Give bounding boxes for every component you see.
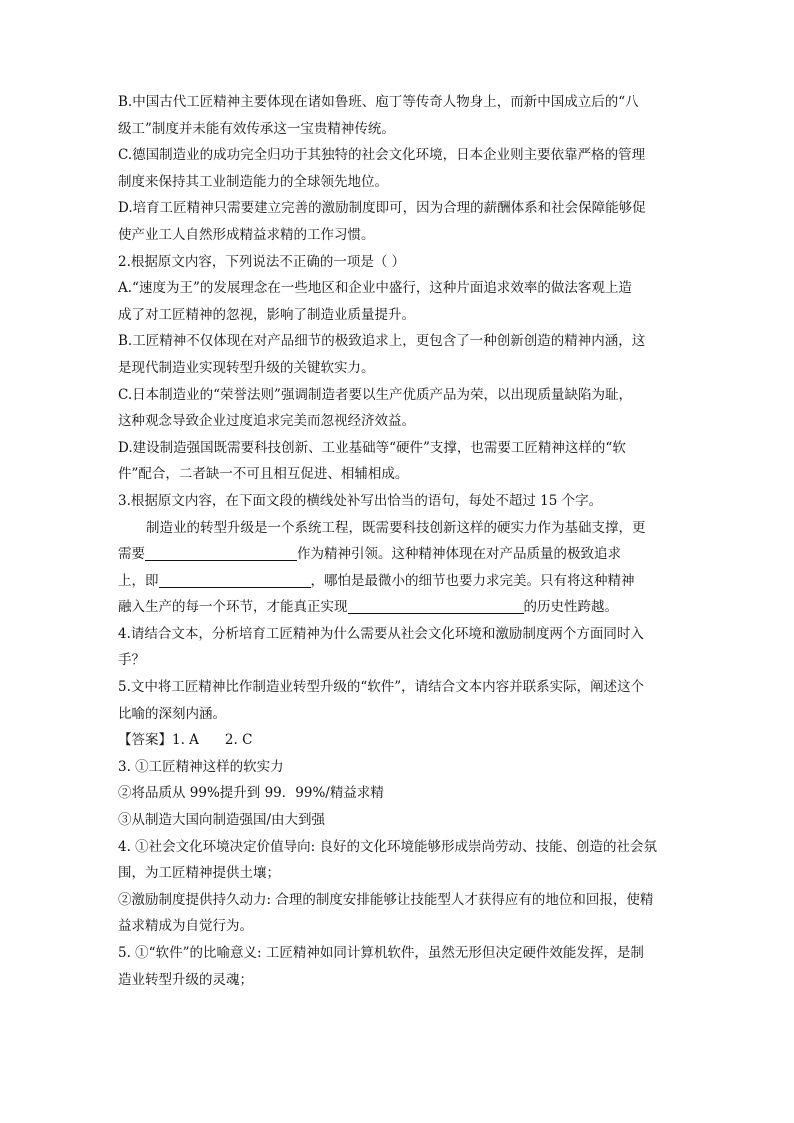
q2-option-c-line2: 这种观念导致企业过度追求完美而忽视经济效益。 [118, 413, 415, 430]
q1-option-d-line2: 使产业工人自然形成精益求精的工作习惯。 [118, 226, 375, 243]
q1-option-d-line1: D.培育工匠精神只需要建立完善的激励制度即可，因为合理的薪酬体系和社会保障能够促 [118, 200, 646, 217]
q3-stem: 3.根据原文内容，在下面文段的横线处补写出恰当的语句，每处不超过 15 个字。 [118, 492, 603, 509]
q2-option-a-line1: A.“速度为王”的发展理念在一些地区和企业中盛行，这种片面追求效率的做法客观上造 [118, 280, 632, 297]
q3-text: ，哪怕是最微小的细节也要力求完美。只有将这种精神 [310, 572, 635, 589]
answer-head: 【答案】1. A [118, 732, 199, 749]
q5-line1: 5.文中将工匠精神比作制造业转型升级的“软件”，请结合文本内容并联系实际，阐述这个 [118, 679, 645, 696]
fill-blank-1[interactable] [145, 544, 297, 561]
q3-passage-line1: 制造业的转型升级是一个系统工程，既需要科技创新这样的硬实力作为基础支撑，更 [146, 519, 646, 536]
answer-3-1: 3. ①工匠精神这样的软实力 [118, 758, 284, 775]
answer-header [118, 727, 680, 754]
q3-text: 的历史性跨越。 [523, 599, 618, 616]
q3-text: 上，即 [118, 572, 159, 589]
answer-5-1-line1: 5. ①“软件”的比喻意义: 工匠精神如同计算机软件，虽然无形但决定硬件效能发挥，是制 [118, 945, 644, 961]
q1-option-c-line1: C.德国制造业的成功完全归功于其独特的社会文化环境，日本企业则主要依靠严格的管理 [118, 147, 646, 164]
q2-option-b-line1: B.工匠精神不仅体现在对产品细节的极致追求上，更包含了一种创新创造的精神内涵，这 [118, 333, 646, 350]
q2-option-d-line1: D.建设制造强国既需要科技创新、工业基础等“硬件”支撑，也需要工匠精神这样的“软 [118, 439, 626, 456]
q3-text: 需要 [118, 546, 145, 563]
answer-4-2-line2: 益求精成为自觉行为。 [118, 918, 253, 935]
q5-line2: 比喻的深刻内涵。 [118, 705, 226, 722]
q3-text: 作为精神引领。这种精神体现在对产品质量的极致追求 [297, 546, 621, 563]
q3-text: 融入生产的每一个环节，才能真正实现 [118, 599, 348, 616]
answer-4-1-line2: 围，为工匠精神提供土壤； [118, 865, 280, 882]
q2-stem: 2.根据原文内容，下列说法不正确的一项是（ ） [118, 253, 406, 270]
answer-4-1-line1: 4. ①社会文化环境决定价值导向: 良好的文化环境能够形成崇尚劳动、技能、创造的社会氛 [118, 838, 658, 855]
q2-option-c-line1: C.日本制造业的“荣誉法则”强调制造者要以生产优质产品为荣，以出现质量缺陷为耻， [118, 386, 632, 403]
fill-blank-2[interactable] [159, 571, 311, 588]
answer-3-2: ②将品质从 99%提升到 99．99%/精益求精 [118, 785, 384, 802]
q3-passage-line2 [118, 541, 680, 568]
answer-q2: 2. C [224, 732, 253, 749]
document-page [118, 89, 680, 993]
answer-4-2-line1: ②激励制度提供持久动力: 合理的制度安排能够让技能型人才获得应有的地位和回报，使精 [118, 891, 654, 908]
answer-3-3: ③从制造大国向制造强国/由大到强 [118, 812, 326, 829]
q4-line2: 手？ [118, 652, 145, 669]
q2-option-b-line2: 是现代制造业实现转型升级的关键软实力。 [118, 359, 375, 376]
answer-5-1-line2: 造业转型升级的灵魂； [118, 971, 253, 988]
q4-line1: 4.请结合文本，分析培育工匠精神为什么需要从社会文化环境和激励制度两个方面同时入 [118, 625, 644, 642]
q3-passage-line4 [118, 594, 680, 621]
q2-option-d-line2: 件”配合，二者缺一不可且相互促进、相辅相成。 [118, 466, 409, 483]
q3-passage-line3 [118, 568, 680, 595]
q1-option-b-line1: B.中国古代工匠精神主要体现在诸如鲁班、庖丁等传奇人物身上，而新中国成立后的“八 [118, 94, 639, 110]
fill-blank-3[interactable] [348, 597, 524, 614]
q1-option-b-line2: 级工”制度并未能有效传承这一宝贵精神传统。 [118, 120, 395, 137]
q2-option-a-line2: 成了对工匠精神的忽视，影响了制造业质量提升。 [118, 306, 415, 323]
q1-option-c-line2: 制度来保持其工业制造能力的全球领先地位。 [118, 173, 388, 190]
